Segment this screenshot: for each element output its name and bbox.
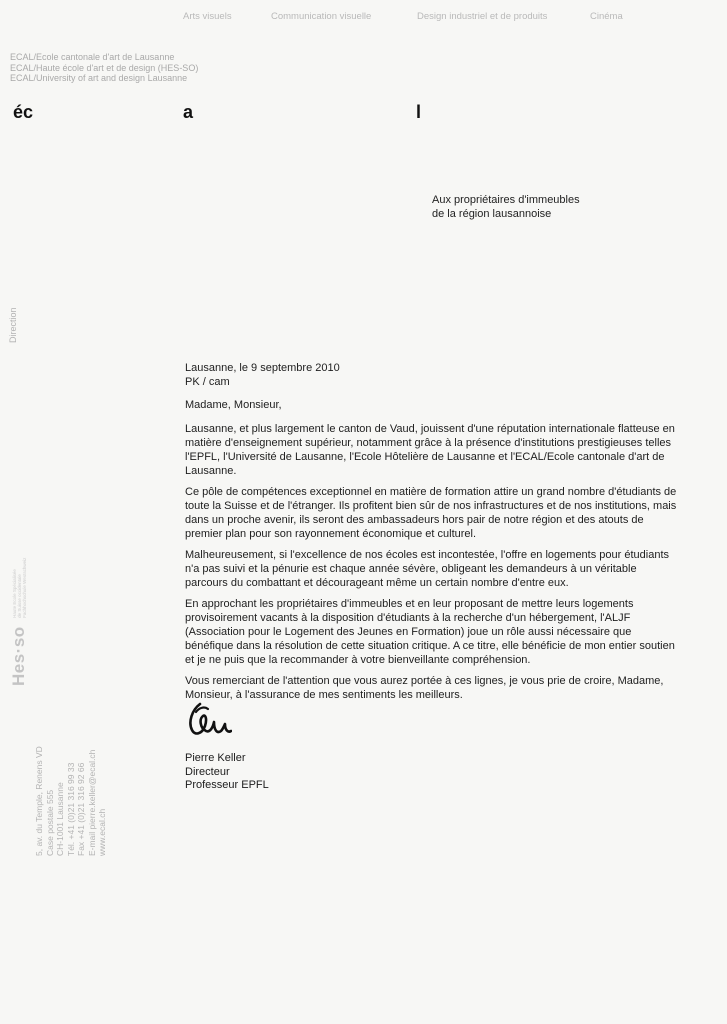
logo-part: a bbox=[183, 102, 194, 122]
salutation: Madame, Monsieur, bbox=[185, 399, 282, 411]
signer-affiliation: Professeur EPFL bbox=[185, 779, 269, 791]
hes-so-tagline-line: de Suisse occidentale bbox=[17, 574, 23, 618]
school-name-block bbox=[10, 52, 198, 84]
school-name-line: ECAL/Haute école d'art et de design (HES-SO) bbox=[10, 62, 199, 73]
address-line: 5, av. du Temple, Renens VD bbox=[34, 746, 44, 856]
hes-so-tagline bbox=[12, 558, 27, 618]
school-name-line: ECAL/Ecole cantonale d'art de Lausanne bbox=[10, 52, 175, 62]
paragraph: Ce pôle de compétences exceptionnel en matière de formation attire un grand nombre d'étudiants de toute la Suisse et de l'étranger. Ils profitent bien sûr de nos infrastructures et de nos institutions, mais dans un proche avenir, ils seront des ambassadeurs hors pair de notre région et des atouts de premier plan pour son rayonnement économique et culturel. bbox=[185, 486, 677, 540]
address-line: Case postale 555 bbox=[44, 789, 55, 856]
recipient-line: Aux propriétaires d'immeubles bbox=[432, 194, 580, 206]
recipient-line: de la région lausannoise bbox=[432, 208, 552, 220]
logo-part: éc bbox=[13, 102, 34, 122]
contact-address bbox=[34, 746, 108, 856]
hes-so-tagline-line: Fachhochschule Westschweiz bbox=[22, 557, 28, 618]
letter-meta bbox=[185, 361, 681, 389]
hes-so-logo bbox=[9, 558, 29, 686]
nav-cinema: Cinéma bbox=[590, 11, 623, 22]
reference: PK / cam bbox=[185, 376, 230, 388]
nav-arts-visuels: Arts visuels bbox=[183, 11, 232, 22]
handwritten-signature bbox=[186, 700, 232, 740]
phone-line: Tél. +41 (0)21 316 99 33 bbox=[65, 762, 76, 856]
website-line: www.ecal.ch bbox=[97, 808, 107, 856]
paragraph: En approchant les propriétaires d'immeubles et en leur proposant de mettre leurs logements provisoirement vacants à la disposition d'étudiants à la recherche d'un hébergement, l'ALJF (Association pour le Logement des Jeunes en Formation) joue un rôle aussi nécessaire que bénéfique dans la résolution de cette situation critique. A ce titre, elle bénéficie de mon entier soutien et je ne puis que la recommander à votre bienveillante compréhension. bbox=[185, 598, 675, 666]
paragraph: Vous remerciant de l'attention que vous aurez portée à ces lignes, je vous prie de croire, Madame, Monsieur, à l'assurance de mes sentiments les meilleurs. bbox=[185, 675, 664, 701]
signer-block bbox=[185, 752, 269, 793]
hes-so-wordmark: Hes·so bbox=[9, 626, 28, 686]
department-label: Direction bbox=[8, 307, 18, 343]
signer-name: Pierre Keller bbox=[185, 752, 246, 764]
letter-body bbox=[185, 422, 681, 709]
signer-title: Directeur bbox=[185, 765, 230, 778]
email-line: E-mail pierre.keller@ecal.ch bbox=[86, 749, 97, 856]
paragraph: Lausanne, et plus largement le canton de Vaud, jouissent d'une réputation internationale flatteuse en matière d'enseignement supérieur, notamment grâce à la présence d'institutions prestigieuses telles l'EPFL, l'Université de Lausanne, l'Ecole Hôtelière de Lausanne et l'ECAL/Ecole cantonale d'art de Lausanne. bbox=[185, 423, 675, 477]
fax-line: Fax +41 (0)21 316 92 66 bbox=[76, 762, 86, 856]
place-date: Lausanne, le 9 septembre 2010 bbox=[185, 362, 340, 374]
nav-design-industriel: Design industriel et de produits bbox=[417, 11, 548, 22]
address-line: CH-1001 Lausanne bbox=[55, 782, 65, 856]
recipient-address bbox=[432, 193, 580, 221]
nav-communication-visuelle: Communication visuelle bbox=[271, 11, 372, 22]
logo-part: l bbox=[416, 102, 422, 122]
school-name-line: ECAL/University of art and design Lausanne bbox=[10, 73, 188, 84]
hes-so-tagline-line: Haute Ecole Spécialisée bbox=[12, 569, 18, 618]
paragraph: Malheureusement, si l'excellence de nos écoles est incontestée, l'offre en logements pour étudiants n'a pas suivi et la pénurie est chaque année sévère, obligeant les demandeurs à un véritable parcours du combattant et décourageant même un certain nombre d'entre eux. bbox=[185, 549, 670, 589]
